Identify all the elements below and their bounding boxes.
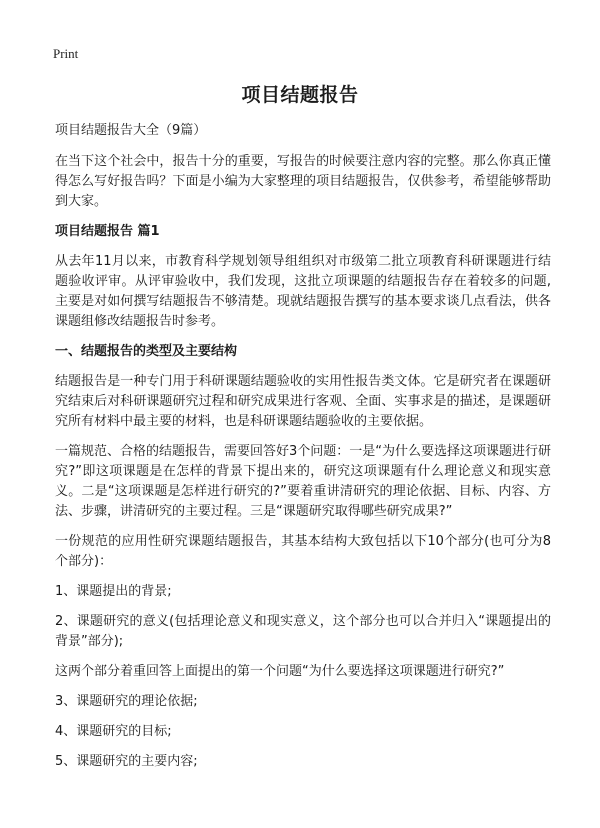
intro-paragraph: 在当下这个社会中，报告十分的重要，写报告的时候要注意内容的完整。那么你真正懂得怎么写好报告吗？下面是小编为大家整理的项目结题报告，仅供参考，希望能够帮助到大家。	[55, 154, 551, 209]
article-paragraph-3: 一篇规范、合格的结题报告，需要回答好3个问题：一是“为什么要选择这项课题进行研究?”即这项课题是在怎样的背景下提出来的，研究这项课题有什么理论意义和现实意义。二是“这项课题是怎样进行研究的?”要着重讲清研究的理论依据、目标、内容、方法、步骤，讲清研究的主要过程。三是“课题研究取得哪些研究成果?”	[55, 444, 552, 519]
article-heading: 项目结题报告 篇1	[55, 224, 160, 239]
article-paragraph-1: 从去年11月以来，市教育科学规划领导组组织对市级第二批立项教育科研课题进行结题验收评审。从评审验收中，我们发现，这批立项课题的结题报告存在着较多的问题,主要是对如何撰写结题报告不够清楚。现就结题报告撰写的基本要求谈几点看法，供各课题组修改结题报告时参考。	[55, 254, 551, 329]
article-paragraph-2: 结题报告是一种专门用于科研课题结题验收的实用性报告类文体。它是研究者在课题研究结束后对科研课题研究过程和研究成果进行客观、全面、实事求是的描述，是课题研究所有材料中最主要的材料，也是科研课题结题验收的主要依据。	[55, 374, 551, 429]
section-heading-1: 一、结题报告的类型及主要结构	[55, 344, 238, 359]
document-subtitle: 项目结题报告大全（9篇）	[55, 123, 207, 138]
article-paragraph-5: 这两个部分着重回答上面提出的第一个问题“为什么要选择这项课题进行研究?”	[55, 664, 505, 679]
page-title: 项目结题报告	[241, 84, 359, 106]
list-item-2: 2、课题研究的意义(包括理论意义和现实意义，这个部分也可以合并归入“课题提出的背景”部分);	[55, 614, 551, 649]
list-item-1: 1、课题提出的背景;	[55, 584, 172, 599]
document-body	[55, 121, 551, 782]
article-paragraph-4: 一份规范的应用性研究课题结题报告，其基本结构大致包括以下10个部分(也可分为8个部分)：	[55, 534, 551, 569]
list-item-5: 5、课题研究的主要内容;	[55, 754, 198, 769]
list-item-3: 3、课题研究的理论依据;	[55, 694, 198, 709]
print-label: Print	[53, 46, 79, 61]
list-item-4: 4、课题研究的目标;	[55, 724, 172, 739]
